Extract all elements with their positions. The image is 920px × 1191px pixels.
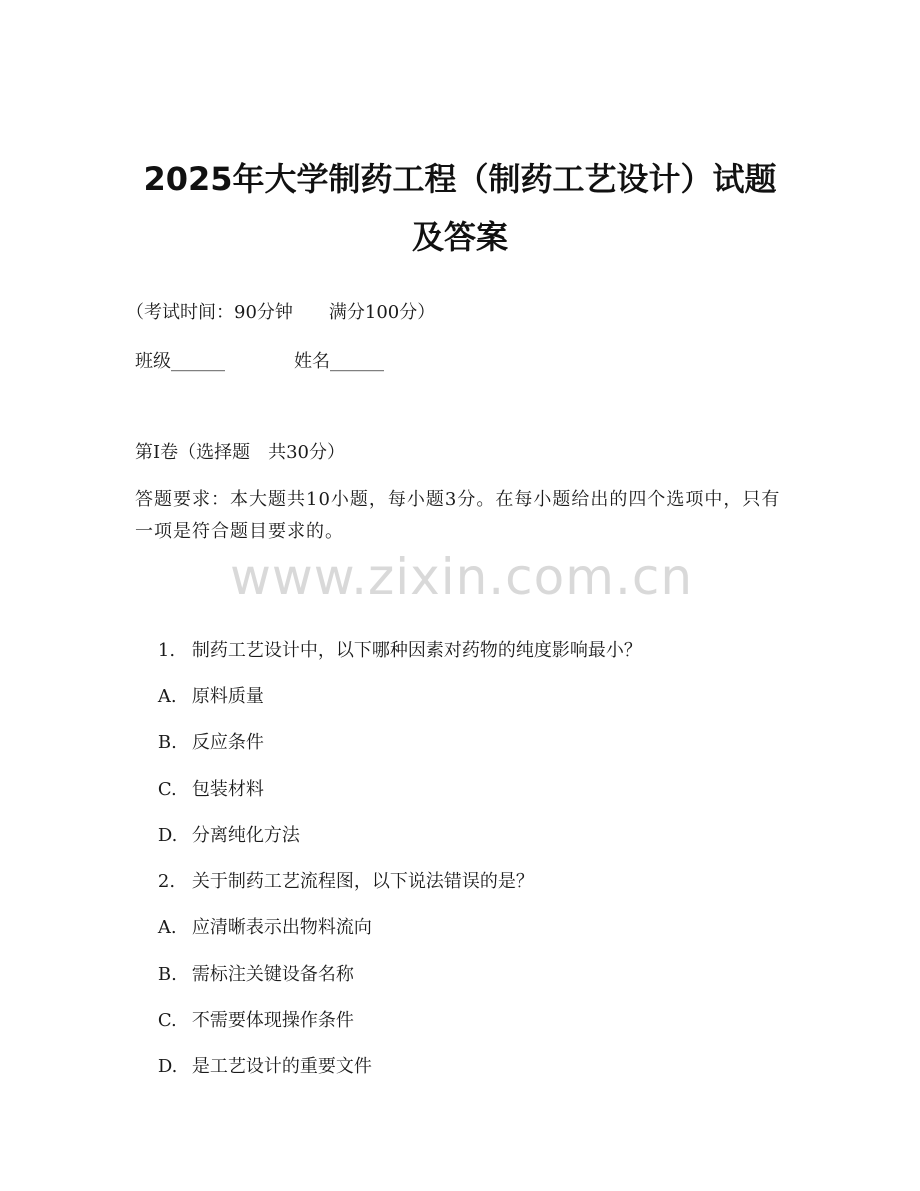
option-label: A. <box>157 686 177 707</box>
question-text: 关于制药工艺流程图，以下说法错误的是？ <box>191 871 534 892</box>
option-label: B. <box>157 732 177 753</box>
option-text: 包装材料 <box>191 779 264 800</box>
exam-info: （考试时间：90分钟 满分100分） <box>126 302 436 323</box>
document-title <box>100 150 820 266</box>
option-label: A. <box>157 917 177 938</box>
option-text: 需标注关键设备名称 <box>191 964 354 985</box>
question-number: 2. <box>157 871 176 892</box>
option-label: C. <box>157 779 177 800</box>
section-heading: 第Ⅰ卷（选择题 共30分） <box>135 442 346 463</box>
option-text: 原料质量 <box>191 686 264 707</box>
title-line-1: 2025年大学制药工程（制药工艺设计）试题 <box>143 160 777 198</box>
option-label: D. <box>157 1056 178 1077</box>
option-text: 是工艺设计的重要文件 <box>191 1056 372 1077</box>
class-field: 班级______ <box>135 351 225 372</box>
option-text: 反应条件 <box>191 732 264 753</box>
title-line-2: 及答案 <box>411 218 508 256</box>
option-text: 应清晰表示出物料流向 <box>191 917 372 938</box>
option-text: 分离纯化方法 <box>191 825 300 846</box>
option-label: D. <box>157 825 178 846</box>
question-text: 制药工艺设计中，以下哪种因素对药物的纯度影响最小？ <box>191 640 642 661</box>
name-field: 姓名______ <box>294 351 384 372</box>
option-text: 不需要体现操作条件 <box>191 1010 354 1031</box>
watermark: www.zixin.com.cn <box>230 548 694 606</box>
option-label: C. <box>157 1010 177 1031</box>
section-instructions: 答题要求：本大题共10小题，每小题3分。在每小题给出的四个选项中，只有一项是符合题目要求的。 <box>135 489 781 542</box>
question-number: 1. <box>157 640 176 661</box>
option-label: B. <box>157 964 177 985</box>
question-2-option-d <box>135 1028 372 1106</box>
